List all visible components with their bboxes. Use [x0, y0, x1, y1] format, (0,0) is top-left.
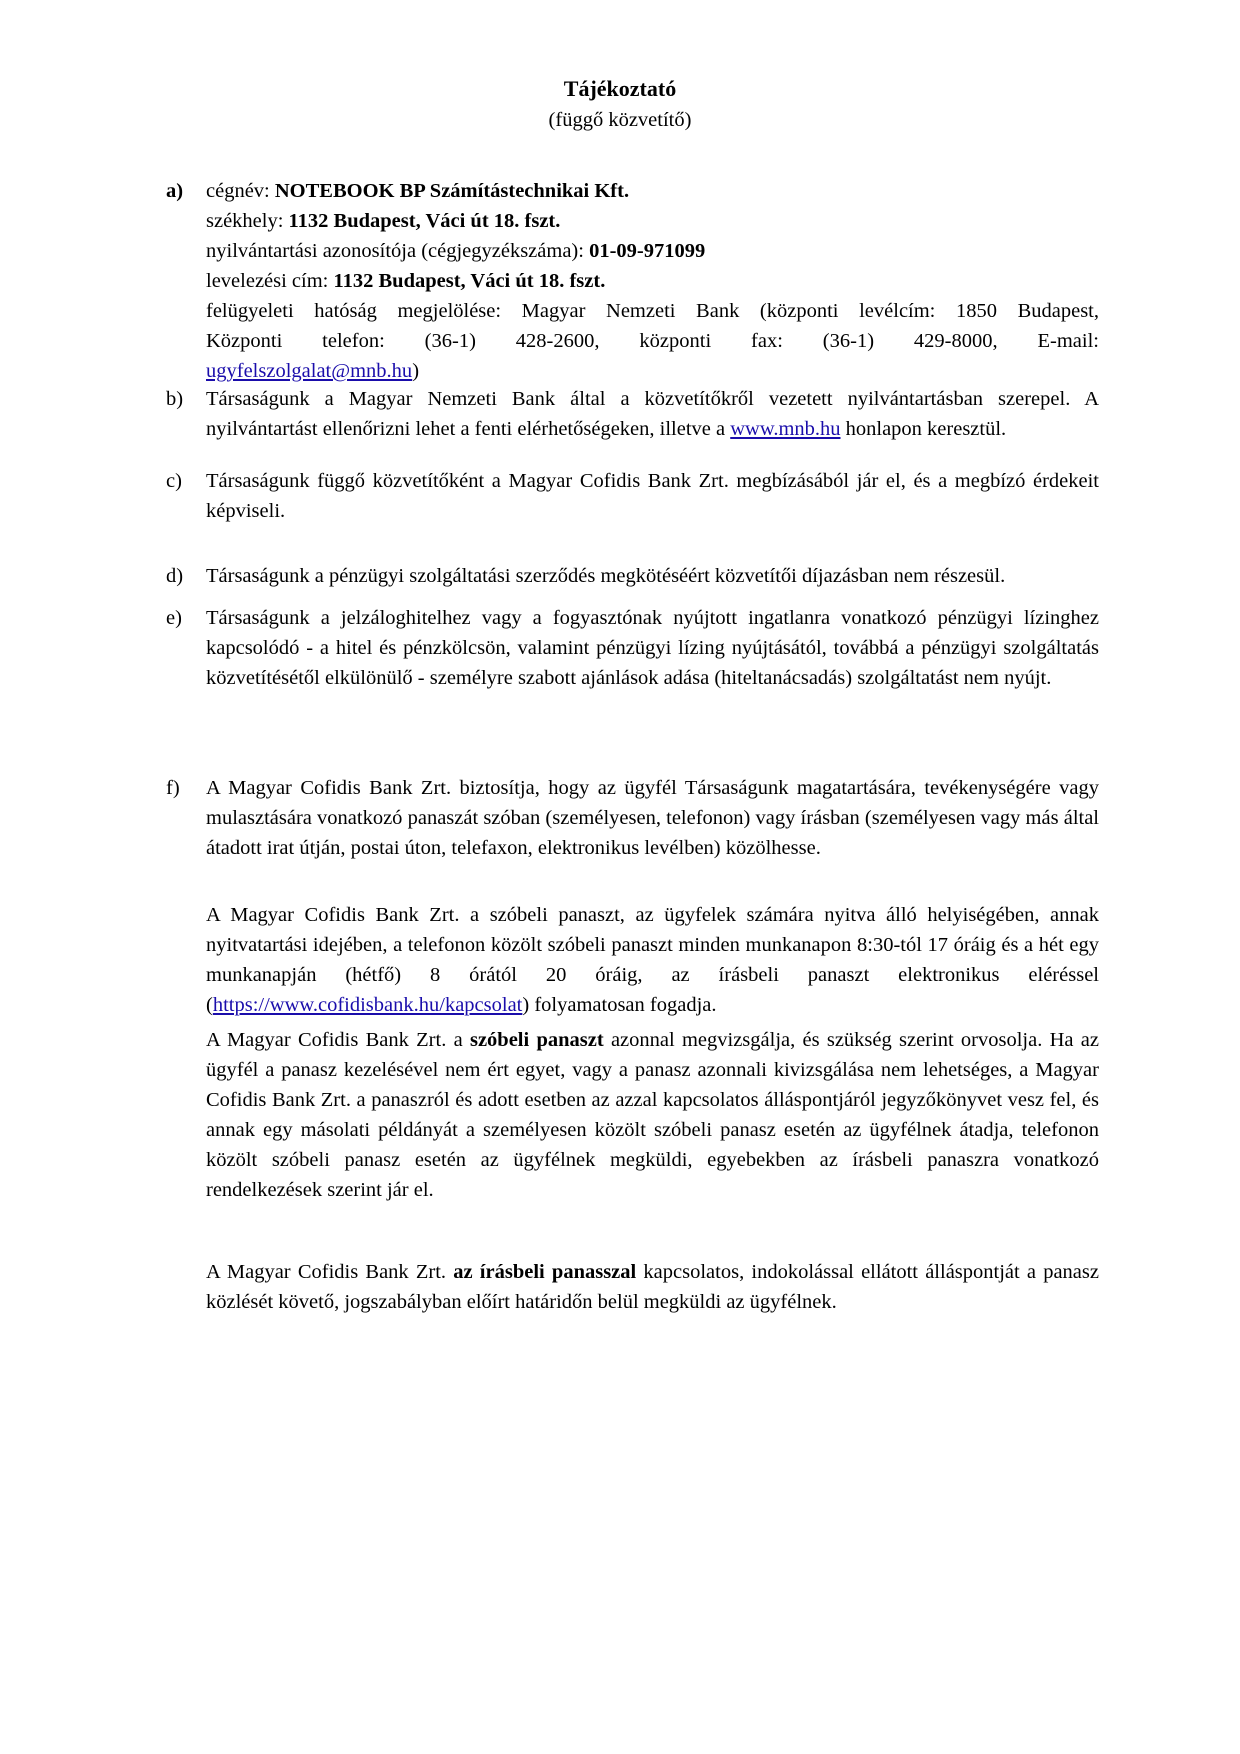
seat-label: székhely: — [206, 210, 289, 232]
supervisor-email-line — [206, 356, 1099, 386]
registration-id-line — [206, 236, 1099, 266]
section-marker: d) — [166, 565, 184, 587]
section-marker: c) — [166, 470, 182, 492]
mailing-address-line — [206, 266, 1099, 296]
section-f-text: A Magyar Cofidis Bank Zrt. biztosítja, hogy az ügyfél Társaságunk magatartására, tevékenységére vagy mulasztására vonatkozó panaszát szóban (személyesen, telefonon) vagy írásban (személyesen vagy más által átadott irat útján, postai úton, telefaxon, elektronikus levélben) közölhesse. — [206, 777, 1099, 859]
section-f-p2-text-before: A Magyar Cofidis Bank Zrt. a szóbeli panaszt, az ügyfelek számára nyitva álló helyiségében, annak nyitvatartási idejében, a telefonon közölt szóbeli panaszt minden munkanapon 8:30-tól 17 óráig és a hét egy munkanapján (hétfő) 8 órától 20 óráig, az írásbeli panaszt elektronikus eléréssel ( — [206, 904, 1099, 1016]
section-b-text — [206, 384, 1099, 444]
section-e — [168, 603, 1099, 693]
close-paren: ) — [412, 360, 420, 382]
page-subtitle: (függő közvetítő) — [548, 109, 692, 131]
mnb-email-link[interactable]: ugyfelszolgalat@mnb.hu — [206, 360, 413, 382]
section-marker: e) — [166, 607, 182, 629]
company-name-value: NOTEBOOK BP Számítástechnikai Kft. — [274, 180, 630, 202]
section-f-paragraph-3 — [206, 1025, 1099, 1205]
section-a — [168, 176, 1099, 386]
supervisor-line-1: felügyeleti hatóság megjelölése: Magyar Nemzeti Bank (központi levélcím: 1850 Budapest, — [206, 300, 1099, 322]
section-f-p4-bold: az írásbeli panasszal — [453, 1261, 637, 1283]
mailing-address-value: 1132 Budapest, Váci út 18. fszt. — [333, 270, 606, 292]
mailing-address-label: levelezési cím: — [206, 270, 334, 292]
registration-id-label: nyilvántartási azonosítója (cégjegyzékszáma): — [206, 240, 590, 262]
section-marker: b) — [166, 388, 184, 410]
company-name-label: cégnév: — [206, 180, 275, 202]
section-b-text-before: Társaságunk a Magyar Nemzeti Bank által a közvetítőkről vezetett nyilvántartásban szerepel. A nyilvántartást ellenőrizni lehet a fenti elérhetőségeken, illetve a — [206, 388, 1099, 440]
cofidis-contact-link[interactable]: https://www.cofidisbank.hu/kapcsolat — [212, 994, 523, 1016]
section-f — [168, 773, 1099, 863]
section-f-p3-text-after: azonnal megvizsgálja, és szükség szerint orvosolja. Ha az ügyfél a panasz kezelésével nem ért egyet, vagy a panasz azonnali kivizsgálása nem lehetséges, a Magyar Cofidis Bank Zrt. a panaszról és adott esetben az azzal kapcsolatos álláspontjáról jegyzőkönyvet vesz fel, és annak egy másolati példányát a személyesen közölt szóbeli panasz esetén az ügyfélnek átadja, telefonon közölt szóbeli panasz esetén az ügyfélnek megküldi, egyebekben az írásbeli panaszra vonatkozó rendelkezések szerint jár el. — [206, 1029, 1099, 1201]
section-marker: f) — [166, 777, 180, 799]
section-f-paragraph-2 — [206, 900, 1099, 1020]
section-f-p3-text-before: A Magyar Cofidis Bank Zrt. a — [206, 1029, 470, 1051]
page-title: Tájékoztató — [563, 76, 677, 101]
registration-id-value: 01-09-971099 — [589, 240, 706, 262]
section-e-text: Társaságunk a jelzáloghitelhez vagy a fogyasztónak nyújtott ingatlanra vonatkozó pénzügyi lízinghez kapcsolódó - a hitel és pénzkölcsön, valamint pénzügyi lízing nyújtásától, továbbá a pénzügyi szolgáltatás közvetítésétől elkülönülő - személyre szabott ajánlások adása (hiteltanácsadás) szolgáltatást nem nyújt. — [206, 607, 1099, 689]
supervisor-line-2: Központi telefon: (36-1) 428-2600, központi fax: (36-1) 429-8000, E-mail: — [206, 330, 1099, 352]
seat-line — [206, 206, 1099, 236]
section-f-p2-text-after: ) folyamatosan fogadja. — [522, 994, 717, 1016]
section-d — [168, 561, 1099, 591]
section-d-text: Társaságunk a pénzügyi szolgáltatási szerződés megkötéséért közvetítői díjazásban nem részesül. — [206, 565, 1006, 587]
section-marker: a) — [166, 180, 184, 202]
section-c — [168, 466, 1099, 526]
mnb-website-link[interactable]: www.mnb.hu — [730, 418, 841, 440]
company-name-line — [206, 176, 1099, 206]
section-b-text-after: honlapon keresztül. — [840, 418, 1007, 440]
section-f-p3-bold: szóbeli panaszt — [469, 1029, 604, 1051]
section-f-paragraph-4 — [206, 1257, 1099, 1317]
section-f-p4-text-before: A Magyar Cofidis Bank Zrt. — [206, 1261, 454, 1283]
section-b — [168, 384, 1099, 444]
section-c-text: Társaságunk függő közvetítőként a Magyar Cofidis Bank Zrt. megbízásából jár el, és a megbízó érdekeit képviseli. — [206, 470, 1099, 522]
section-f-p4-text-after: kapcsolatos, indokolással ellátott álláspontját a panasz közlését követő, jogszabályban előírt határidőn belül megküldi az ügyfélnek. — [206, 1261, 1099, 1313]
seat-value: 1132 Budapest, Váci út 18. fszt. — [288, 210, 561, 232]
